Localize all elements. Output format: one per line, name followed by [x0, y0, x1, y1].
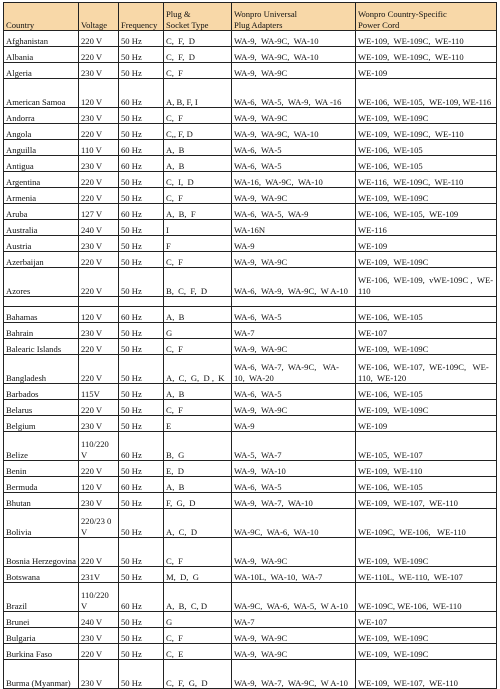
cell-frequency: 60 Hz [119, 140, 164, 156]
cell-power-cord: WE-109, WE-109C, WE-110 [356, 124, 497, 140]
cell-plug-socket-type: C, F [164, 63, 232, 79]
table-row [4, 108, 497, 124]
cell-frequency: 60 Hz [119, 204, 164, 220]
cell-plug-socket-type: A, B [164, 384, 232, 400]
cell-plug-adapters: WA-16N [232, 220, 356, 236]
cell-frequency: 50 Hz [119, 644, 164, 660]
table-row [4, 493, 497, 509]
plug-voltage-table [3, 2, 497, 689]
cell-power-cord: WE-105, WE-107 [356, 432, 497, 461]
spacer-cell [119, 297, 164, 307]
cell-plug-adapters: WA-9, WA-9C [232, 63, 356, 79]
cell-plug-socket-type: C, F [164, 108, 232, 124]
cell-country: Armenia [4, 188, 79, 204]
cell-plug-socket-type: C, F, G, D [164, 660, 232, 689]
cell-voltage: 230 V [79, 108, 119, 124]
cell-voltage: 120 V [79, 79, 119, 108]
cell-plug-adapters: WA-9, WA-9C [232, 339, 356, 355]
cell-country: Afghanistan [4, 31, 79, 47]
cell-power-cord: WE-109, WE-109C, WE-110 [356, 47, 497, 63]
cell-frequency: 50 Hz [119, 493, 164, 509]
cell-voltage: 230 V [79, 493, 119, 509]
cell-frequency: 50 Hz [119, 538, 164, 567]
spacer-cell [164, 297, 232, 307]
cell-frequency: 50 Hz [119, 236, 164, 252]
cell-power-cord: WE-116, WE-109C, WE-110 [356, 172, 497, 188]
cell-frequency: 60 Hz [119, 477, 164, 493]
cell-country: Belarus [4, 400, 79, 416]
table-row [4, 432, 497, 461]
cell-power-cord: WE-109 [356, 236, 497, 252]
table-row [4, 416, 497, 432]
cell-country: Antigua [4, 156, 79, 172]
cell-frequency: 50 Hz [119, 220, 164, 236]
cell-country: Andorra [4, 108, 79, 124]
table-row [4, 612, 497, 628]
cell-power-cord: WE-106, WE-105, WE-109 [356, 204, 497, 220]
table-body [4, 31, 497, 689]
cell-voltage: 220 V [79, 172, 119, 188]
cell-country: Bosnia Herzegovina [4, 538, 79, 567]
table-row [4, 79, 497, 108]
cell-power-cord: WE-109, WE-109C [356, 339, 497, 355]
cell-power-cord: WE-109, WE-110 [356, 461, 497, 477]
cell-plug-adapters: WA-9 [232, 236, 356, 252]
table-row [4, 538, 497, 567]
cell-power-cord: WE-110L, WE-110, WE-107 [356, 567, 497, 583]
cell-power-cord: WE-107 [356, 323, 497, 339]
cell-country: Benin [4, 461, 79, 477]
cell-country: Azores [4, 268, 79, 297]
cell-plug-socket-type: C, F [164, 628, 232, 644]
cell-plug-adapters: WA-9, WA-9C [232, 538, 356, 567]
cell-plug-socket-type: A, C, G, D , K [164, 355, 232, 384]
cell-voltage: 220 V [79, 268, 119, 297]
cell-plug-socket-type: M, D, G [164, 567, 232, 583]
cell-plug-adapters: WA-6, WA-5, WA-9, WA -16 [232, 79, 356, 108]
cell-country: American Samoa [4, 79, 79, 108]
cell-frequency: 50 Hz [119, 252, 164, 268]
table-row [4, 644, 497, 660]
cell-plug-socket-type: B, G [164, 432, 232, 461]
cell-plug-adapters: WA-9, WA-7, WA-9C, W A-10 [232, 660, 356, 689]
cell-power-cord: WE-109, WE-109C [356, 188, 497, 204]
cell-power-cord: WE-109, WE-109C [356, 628, 497, 644]
cell-power-cord: WE-109, WE-109C [356, 400, 497, 416]
cell-plug-adapters: WA-16, WA-9C, WA-10 [232, 172, 356, 188]
cell-plug-adapters: WA-9, WA-7, WA-10 [232, 493, 356, 509]
cell-plug-socket-type: A, B [164, 156, 232, 172]
cell-frequency: 60 Hz [119, 79, 164, 108]
cell-plug-socket-type: A, B, F, I [164, 79, 232, 108]
header-country: Country [4, 3, 79, 31]
spacer-cell [79, 297, 119, 307]
table-row [4, 188, 497, 204]
cell-plug-adapters: WA-9, WA-9C [232, 628, 356, 644]
cell-frequency: 50 Hz [119, 509, 164, 538]
table-row [4, 583, 497, 612]
cell-plug-socket-type: C,, F, D [164, 124, 232, 140]
cell-frequency: 50 Hz [119, 461, 164, 477]
cell-plug-socket-type: E, D [164, 461, 232, 477]
cell-country: Anguilla [4, 140, 79, 156]
cell-plug-socket-type: C, I, D [164, 172, 232, 188]
cell-plug-socket-type: C, F, D [164, 47, 232, 63]
cell-voltage: 230 V [79, 660, 119, 689]
document-page [3, 2, 497, 689]
table-row [4, 355, 497, 384]
cell-voltage: 220 V [79, 339, 119, 355]
cell-voltage: 110 V [79, 140, 119, 156]
cell-voltage: 230 V [79, 236, 119, 252]
cell-voltage: 220 V [79, 461, 119, 477]
cell-frequency: 50 Hz [119, 355, 164, 384]
cell-voltage: 110/220 V [79, 432, 119, 461]
cell-power-cord: WE-109C, WE-106, WE-110 [356, 509, 497, 538]
cell-country: Bolivia [4, 509, 79, 538]
cell-plug-adapters: WA-9, WA-9C [232, 108, 356, 124]
cell-country: Angola [4, 124, 79, 140]
cell-voltage: 220/23 0 V [79, 509, 119, 538]
cell-plug-socket-type: E [164, 416, 232, 432]
cell-power-cord: WE-107 [356, 612, 497, 628]
cell-plug-socket-type: A, B [164, 307, 232, 323]
cell-plug-socket-type: C, F [164, 339, 232, 355]
cell-frequency: 50 Hz [119, 188, 164, 204]
cell-plug-adapters: WA-9, WA-10 [232, 461, 356, 477]
cell-plug-adapters: WA-10L, WA-10, WA-7 [232, 567, 356, 583]
table-row [4, 400, 497, 416]
cell-country: Bulgaria [4, 628, 79, 644]
cell-country: Bangladesh [4, 355, 79, 384]
cell-power-cord: WE-109, WE-109C [356, 538, 497, 567]
spacer-cell [4, 297, 79, 307]
cell-plug-socket-type: A, B [164, 140, 232, 156]
cell-voltage: 220 V [79, 252, 119, 268]
cell-power-cord: WE-106, WE-107, WE-109C, WE-110, WE-120 [356, 355, 497, 384]
cell-voltage: 220 V [79, 400, 119, 416]
cell-frequency: 50 Hz [119, 384, 164, 400]
cell-voltage: 220 V [79, 355, 119, 384]
cell-frequency: 50 Hz [119, 339, 164, 355]
cell-power-cord: WE-109, WE-107, WE-110 [356, 493, 497, 509]
cell-country: Bermuda [4, 477, 79, 493]
cell-power-cord: WE-106, WE-105 [356, 307, 497, 323]
table-row [4, 628, 497, 644]
cell-voltage: 220 V [79, 47, 119, 63]
cell-plug-socket-type: A, C, D [164, 509, 232, 538]
cell-frequency: 60 Hz [119, 583, 164, 612]
cell-plug-adapters: WA-7 [232, 612, 356, 628]
cell-country: Belgium [4, 416, 79, 432]
cell-power-cord: WE-109, WE-109C [356, 644, 497, 660]
cell-plug-adapters: WA-9, WA-9C, WA-10 [232, 47, 356, 63]
cell-voltage: 120 V [79, 307, 119, 323]
cell-plug-socket-type: C, F [164, 252, 232, 268]
cell-country: Brunei [4, 612, 79, 628]
cell-plug-adapters: WA-6, WA-9, WA-9C, W A-10 [232, 268, 356, 297]
header-plug-adapters: Wonpro Universal Plug Adapters [232, 3, 356, 31]
cell-voltage: 220 V [79, 124, 119, 140]
cell-plug-socket-type: C, F, D [164, 31, 232, 47]
cell-frequency: 60 Hz [119, 307, 164, 323]
cell-voltage: 220 V [79, 188, 119, 204]
cell-power-cord: WE-106, WE-105 [356, 156, 497, 172]
cell-power-cord: WE-109 [356, 416, 497, 432]
cell-plug-socket-type: B, C, F, D [164, 268, 232, 297]
cell-plug-socket-type: I [164, 220, 232, 236]
cell-voltage: 230 V [79, 156, 119, 172]
cell-voltage: 120 V [79, 477, 119, 493]
cell-power-cord: WE-109, WE-109C [356, 108, 497, 124]
cell-plug-adapters: WA-5, WA-7 [232, 432, 356, 461]
table-row [4, 323, 497, 339]
table-row [4, 384, 497, 400]
cell-voltage: 230 V [79, 628, 119, 644]
cell-voltage: 127 V [79, 204, 119, 220]
table-row [4, 567, 497, 583]
cell-voltage: 110/220 V [79, 583, 119, 612]
cell-frequency: 50 Hz [119, 268, 164, 297]
cell-frequency: 50 Hz [119, 567, 164, 583]
cell-frequency: 50 Hz [119, 63, 164, 79]
cell-voltage: 220 V [79, 538, 119, 567]
cell-plug-adapters: WA-6, WA-5 [232, 477, 356, 493]
cell-country: Balearic Islands [4, 339, 79, 355]
cell-plug-socket-type: C, F [164, 538, 232, 567]
table-row [4, 31, 497, 47]
table-row [4, 140, 497, 156]
cell-power-cord: WE-106, WE-109, vWE-109C , WE-110 [356, 268, 497, 297]
table-row [4, 461, 497, 477]
header-power-cord: Wonpro Country-Specific Power Cord [356, 3, 497, 31]
cell-voltage: 220 V [79, 644, 119, 660]
spacer-cell [356, 297, 497, 307]
cell-country: Brazil [4, 583, 79, 612]
spacer-cell [232, 297, 356, 307]
cell-plug-socket-type: A, B [164, 477, 232, 493]
cell-plug-adapters: WA-9 [232, 416, 356, 432]
cell-plug-adapters: WA-9, WA-9C, WA-10 [232, 124, 356, 140]
table-row [4, 509, 497, 538]
cell-voltage: 220 V [79, 31, 119, 47]
cell-plug-adapters: WA-9, WA-9C [232, 644, 356, 660]
cell-plug-adapters: WA-7 [232, 323, 356, 339]
cell-plug-socket-type: A, B, C, D [164, 583, 232, 612]
cell-voltage: 240 V [79, 612, 119, 628]
table-row [4, 477, 497, 493]
cell-country: Aruba [4, 204, 79, 220]
cell-plug-adapters: WA-9, WA-9C [232, 188, 356, 204]
table-row [4, 124, 497, 140]
cell-country: Botswana [4, 567, 79, 583]
cell-plug-adapters: WA-6, WA-5, WA-9 [232, 204, 356, 220]
cell-frequency: 50 Hz [119, 108, 164, 124]
cell-frequency: 50 Hz [119, 628, 164, 644]
table-row [4, 47, 497, 63]
cell-frequency: 50 Hz [119, 416, 164, 432]
cell-voltage: 230 V [79, 63, 119, 79]
cell-frequency: 50 Hz [119, 323, 164, 339]
cell-power-cord: WE-109, WE-109C, WE-110 [356, 31, 497, 47]
table-row [4, 204, 497, 220]
header-frequency: Frequency [119, 3, 164, 31]
cell-plug-socket-type: C, F [164, 400, 232, 416]
cell-power-cord: WE-106, WE-105 [356, 384, 497, 400]
cell-plug-socket-type: G [164, 612, 232, 628]
cell-power-cord: WE-106, WE-105, WE-109, WE-116 [356, 79, 497, 108]
cell-frequency: 60 Hz [119, 156, 164, 172]
cell-plug-adapters: WA-6, WA-5 [232, 156, 356, 172]
cell-frequency: 50 Hz [119, 47, 164, 63]
cell-country: Bahamas [4, 307, 79, 323]
cell-country: Australia [4, 220, 79, 236]
cell-plug-adapters: WA-9, WA-9C [232, 252, 356, 268]
table-row [4, 220, 497, 236]
cell-voltage: 115V [79, 384, 119, 400]
table-header [4, 3, 497, 31]
cell-frequency: 60 Hz [119, 432, 164, 461]
cell-country: Austria [4, 236, 79, 252]
cell-power-cord: WE-106, WE-105 [356, 477, 497, 493]
cell-plug-adapters: WA-6, WA-5 [232, 384, 356, 400]
cell-country: Argentina [4, 172, 79, 188]
cell-frequency: 50 Hz [119, 172, 164, 188]
cell-country: Burma (Myanmar) [4, 660, 79, 689]
cell-plug-socket-type: A, B, F [164, 204, 232, 220]
cell-plug-adapters: WA-6, WA-5 [232, 307, 356, 323]
cell-plug-socket-type: G [164, 323, 232, 339]
cell-country: Burkina Faso [4, 644, 79, 660]
cell-power-cord: WE-109C, WE-106, WE-110 [356, 583, 497, 612]
table-row [4, 268, 497, 297]
cell-country: Algeria [4, 63, 79, 79]
cell-plug-adapters: WA-9C, WA-6, WA-10 [232, 509, 356, 538]
cell-frequency: 50 Hz [119, 31, 164, 47]
cell-frequency: 50 Hz [119, 660, 164, 689]
cell-plug-socket-type: F [164, 236, 232, 252]
cell-country: Bhutan [4, 493, 79, 509]
cell-voltage: 231V [79, 567, 119, 583]
cell-country: Azerbaijan [4, 252, 79, 268]
cell-plug-adapters: WA-6, WA-7, WA-9C, WA-10, WA-20 [232, 355, 356, 384]
table-row [4, 172, 497, 188]
cell-power-cord: WE-109, WE-107, WE-110 [356, 660, 497, 689]
cell-country: Albania [4, 47, 79, 63]
cell-voltage: 230 V [79, 323, 119, 339]
cell-plug-socket-type: C, E [164, 644, 232, 660]
cell-country: Barbados [4, 384, 79, 400]
cell-voltage: 230 V [79, 416, 119, 432]
spacer-row [4, 297, 497, 307]
cell-plug-socket-type: F, G, D [164, 493, 232, 509]
table-row [4, 307, 497, 323]
cell-frequency: 50 Hz [119, 400, 164, 416]
table-row [4, 236, 497, 252]
table-row [4, 660, 497, 689]
cell-power-cord: WE-116 [356, 220, 497, 236]
cell-plug-adapters: WA-9, WA-9C [232, 400, 356, 416]
cell-frequency: 50 Hz [119, 124, 164, 140]
table-row [4, 339, 497, 355]
cell-plug-adapters: WA-6, WA-5 [232, 140, 356, 156]
table-row [4, 156, 497, 172]
cell-power-cord: WE-109, WE-109C [356, 252, 497, 268]
cell-power-cord: WE-109 [356, 63, 497, 79]
cell-voltage: 240 V [79, 220, 119, 236]
cell-power-cord: WE-106, WE-105 [356, 140, 497, 156]
cell-plug-adapters: WA-9C, WA-6, WA-5, W A-10 [232, 583, 356, 612]
header-voltage: Voltage [79, 3, 119, 31]
cell-plug-socket-type: C, F [164, 188, 232, 204]
cell-country: Bahrain [4, 323, 79, 339]
cell-plug-adapters: WA-9, WA-9C, WA-10 [232, 31, 356, 47]
header-plug-socket-type: Plug & Socket Type [164, 3, 232, 31]
cell-country: Belize [4, 432, 79, 461]
table-row [4, 252, 497, 268]
cell-frequency: 50 Hz [119, 612, 164, 628]
table-row [4, 63, 497, 79]
